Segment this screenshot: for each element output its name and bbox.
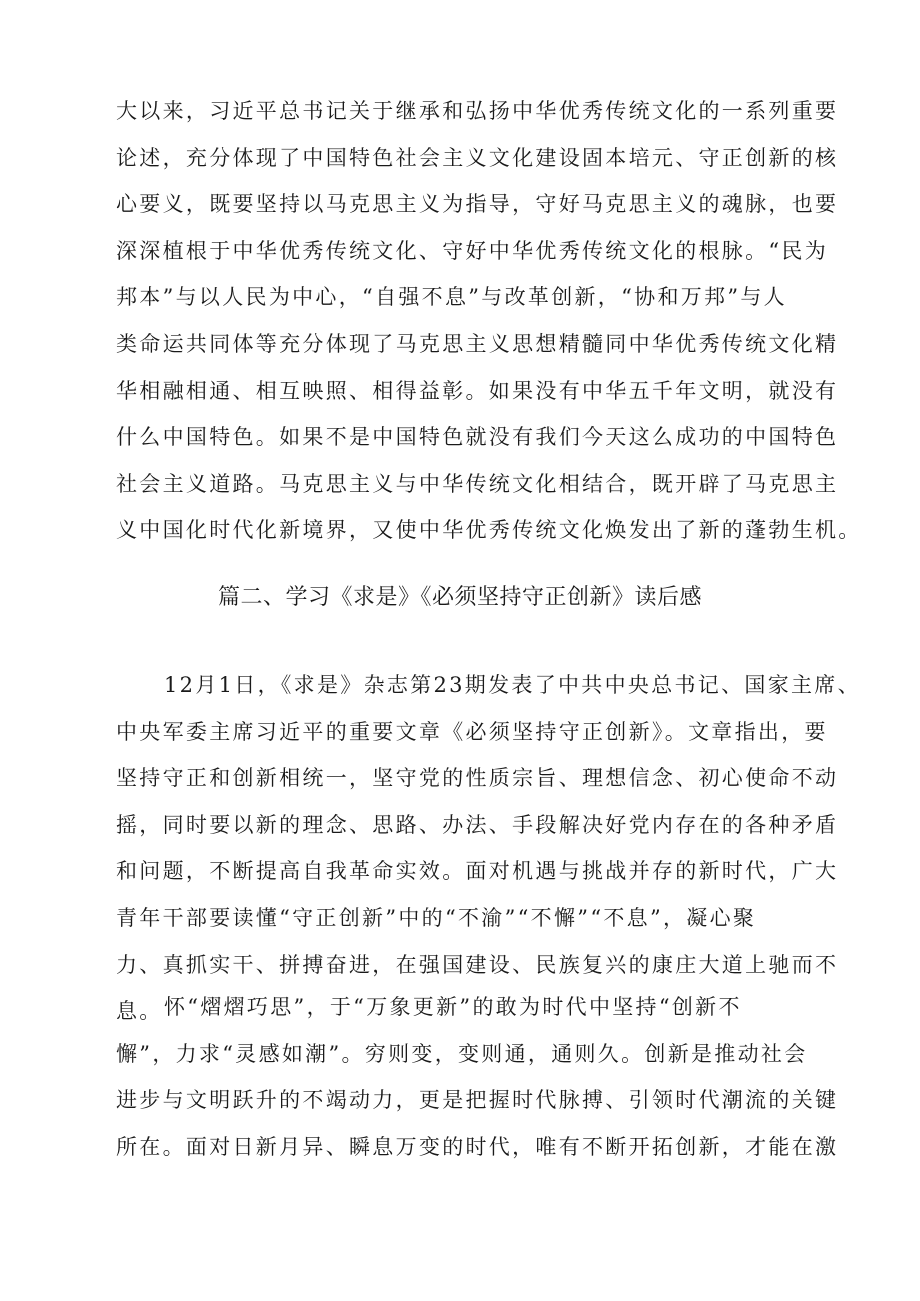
paragraph-line: 义中国化时代化新境界，又使中华优秀传统文化焕发出了新的蓬勃生机。 (116, 518, 862, 543)
paragraph-line: 力、真抓实干、拼搏奋进，在强国建设、民族复兴的康庄大道上驰而不 (116, 952, 839, 977)
paragraph-line: 类命运共同体等充分体现了马克思主义思想精髓同中华优秀传统文化精 (116, 331, 839, 356)
paragraph-2 (116, 662, 861, 1035)
paragraph-line: 心要义，既要坚持以马克思主义为指导，守好马克思主义的魂脉，也要 (116, 192, 839, 217)
paragraph-line: 大以来，习近平总书记关于继承和弘扬中华优秀传统文化的一系列重要 (116, 99, 839, 123)
paragraph-line: 深深植根于中华优秀传统文化、守好中华优秀传统文化的根脉。“民为 (116, 238, 829, 263)
paragraph-line: 社会主义道路。马克思主义与中华传统文化相结合，既开辟了马克思主 (116, 471, 839, 496)
paragraph-line: 华相融相通、相互映照、相得益彰。如果没有中华五千年文明，就没有 (116, 378, 839, 403)
paragraph-3 (116, 984, 839, 1170)
section-heading: 篇二、学习《求是》《必须坚持守正创新》读后感 (217, 585, 702, 610)
paragraph-line: 坚持守正和创新相统一，坚守党的性质宗旨、理想信念、初心使命不动 (116, 766, 839, 791)
paragraph-line: 邦本”与以人民为中心，“自强不息”与改革创新，“协和万邦”与人 (116, 285, 787, 310)
paragraph-line: 和问题，不断提高自我革命实效。面对机遇与挑战并存的新时代，广大 (116, 859, 839, 884)
paragraph-line: 进步与文明跃升的不竭动力，更是把握时代脉搏、引领时代潮流的关键 (116, 1088, 839, 1113)
paragraph-line: 所在。面对日新月异、瞬息万变的时代，唯有不断开拓创新，才能在激 (116, 1134, 839, 1159)
paragraph-line: 中央军委主席习近平的重要文章《必须坚持守正创新》。文章指出，要 (116, 719, 828, 744)
paragraph-1 (116, 88, 862, 554)
paragraph-line: 懈”，力求“灵感如潮”。穷则变，变则通，通则久。创新是推动社会 (116, 1041, 808, 1066)
paragraph-line: 12月1日，《求是》杂志第23期发表了中共中央总书记、国家主席、 (164, 673, 861, 697)
paragraph-line: 青年干部要读懂“守正创新”中的“不渝”“不懈”“不息”，凝心聚 (116, 905, 757, 930)
paragraph-line: 摇，同时要以新的理念、思路、办法、手段解决好党内存在的各种矛盾 (116, 812, 839, 837)
paragraph-line: 论述，充分体现了中国特色社会主义文化建设固本培元、守正创新的核 (116, 145, 839, 170)
paragraph-line: 什么中国特色。如果不是中国特色就没有我们今天这么成功的中国特色 (116, 425, 839, 450)
paragraph-line: 息。 (116, 999, 163, 1024)
paragraph-line: 怀“熠熠巧思”，于“万象更新”的敢为时代中坚持“创新不 (164, 995, 742, 1019)
